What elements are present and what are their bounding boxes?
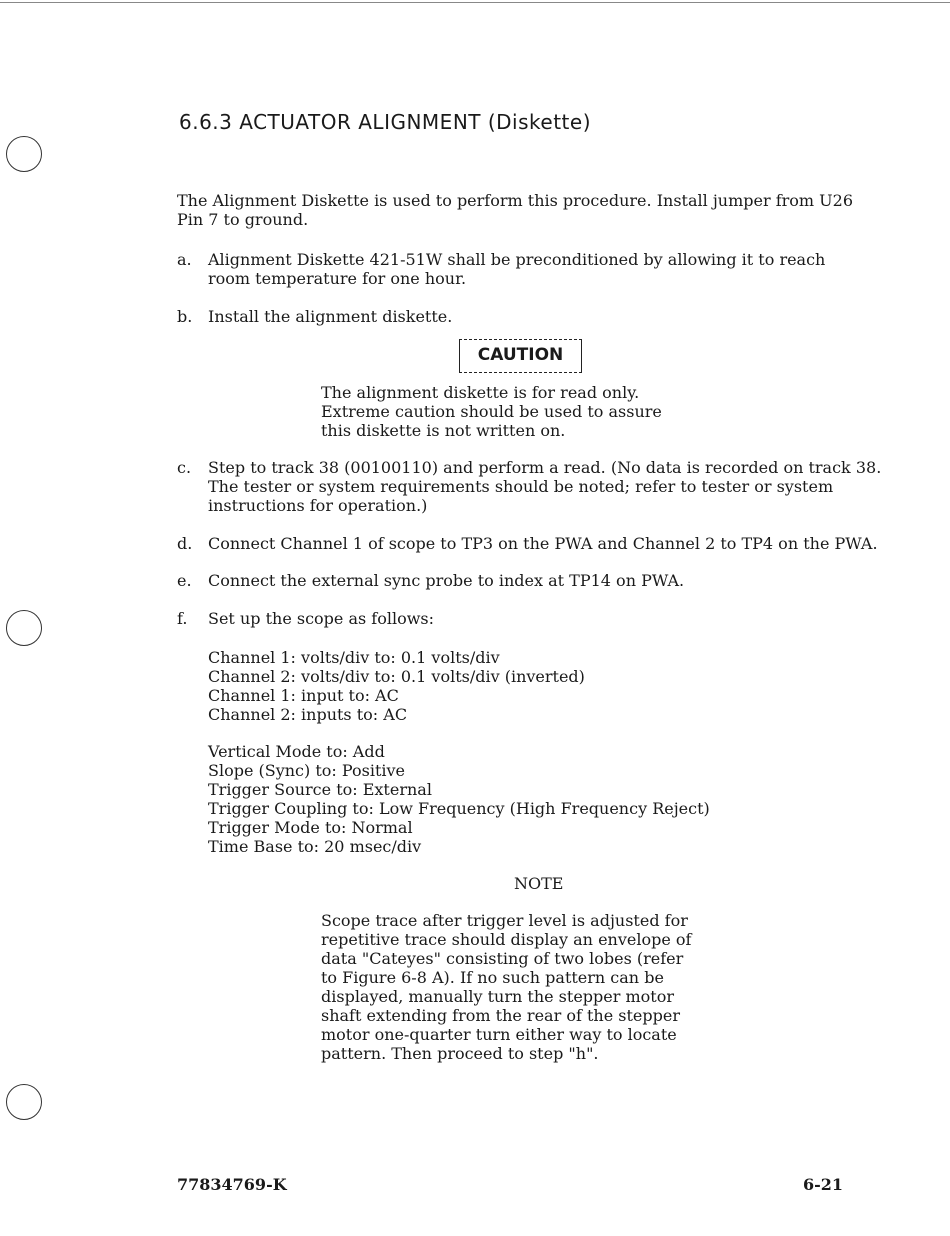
caution-label: CAUTION: [459, 339, 582, 373]
intro-line: The Alignment Diskette is used to perform this procedure. Install jumper from U26: [177, 191, 854, 210]
step-letter: d.: [177, 534, 193, 553]
step-line: Install the alignment diskette.: [208, 307, 453, 326]
setting-line: Trigger Source to: External: [208, 780, 432, 799]
caution-line: The alignment diskette is for read only.: [321, 383, 640, 402]
binder-hole-bottom: [6, 1084, 42, 1120]
setting-line: Channel 1: input to: AC: [208, 686, 399, 705]
setting-line: Vertical Mode to: Add: [208, 742, 385, 761]
note-line: shaft extending from the rear of the stepper: [321, 1006, 680, 1025]
step-line: room temperature for one hour.: [208, 269, 467, 288]
setting-line: Trigger Coupling to: Low Frequency (High Frequency Reject): [208, 799, 710, 818]
note-line: motor one-quarter turn either way to locate: [321, 1025, 677, 1044]
setting-line: Trigger Mode to: Normal: [208, 818, 413, 837]
step-line: Connect the external sync probe to index at TP14 on PWA.: [208, 571, 685, 590]
page-number: 6-21: [803, 1175, 844, 1194]
setting-line: Channel 1: volts/div to: 0.1 volts/div: [208, 648, 500, 667]
section-heading: 6.6.3 ACTUATOR ALIGNMENT (Diskette): [179, 110, 591, 134]
note-line: displayed, manually turn the stepper motor: [321, 987, 674, 1006]
note-line: to Figure 6-8 A). If no such pattern can be: [321, 968, 664, 987]
mode-settings: [208, 742, 710, 856]
step-letter: c.: [177, 458, 192, 477]
intro-line: Pin 7 to ground.: [177, 210, 309, 229]
binder-hole-middle: [6, 610, 42, 646]
note-line: pattern. Then proceed to step "h".: [321, 1044, 599, 1063]
step-letter: e.: [177, 571, 192, 590]
step-letter: b.: [177, 307, 193, 326]
step-line: instructions for operation.): [208, 496, 428, 515]
setting-line: Slope (Sync) to: Positive: [208, 761, 406, 780]
setting-line: Time Base to: 20 msec/div: [208, 837, 422, 856]
document-number: 77834769-K: [177, 1175, 287, 1194]
note-text: [321, 911, 691, 1063]
step-line: Alignment Diskette 421-51W shall be preconditioned by allowing it to reach: [208, 250, 826, 269]
note-line: data "Cateyes" consisting of two lobes (refer: [321, 949, 684, 968]
top-rule: [0, 2, 950, 3]
step-line: Connect Channel 1 of scope to TP3 on the PWA and Channel 2 to TP4 on the PWA.: [208, 534, 878, 553]
caution-line: Extreme caution should be used to assure: [321, 402, 662, 421]
caution-text: [321, 383, 662, 440]
step-line: Step to track 38 (00100110) and perform a read. (No data is recorded on track 38.: [208, 458, 882, 477]
note-title: NOTE: [514, 874, 564, 893]
step-letter: a.: [177, 250, 192, 269]
step-letter: f.: [177, 609, 188, 628]
setting-line: Channel 2: inputs to: AC: [208, 705, 408, 724]
note-line: Scope trace after trigger level is adjusted for: [321, 911, 688, 930]
intro-paragraph: [177, 191, 907, 229]
note-line: repetitive trace should display an envelope of: [321, 930, 692, 949]
step-line: The tester or system requirements should be noted; refer to tester or system: [208, 477, 834, 496]
binder-hole-top: [6, 136, 42, 172]
caution-line: this diskette is not written on.: [321, 421, 566, 440]
setting-line: Channel 2: volts/div to: 0.1 volts/div (inverted): [208, 667, 585, 686]
channel-settings: [208, 648, 585, 724]
step-line: Set up the scope as follows:: [208, 609, 435, 628]
